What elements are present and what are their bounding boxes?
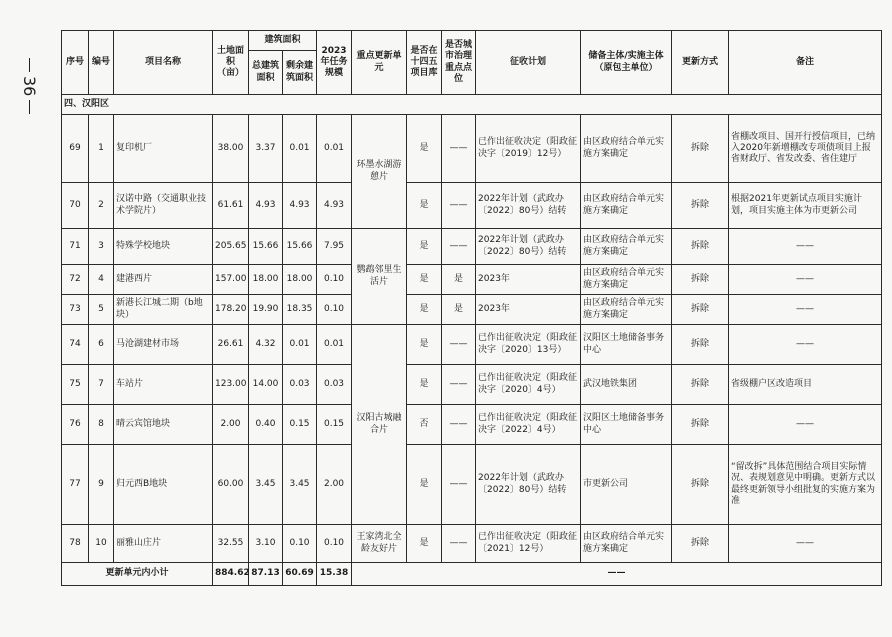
cell-note: 省棚改项目、国开行授信项目，已纳入2020年新增棚改专项债项目上报省财政厅、省发改委、省住建厅: [729, 115, 882, 183]
cell-unit: 王家湾北全龄友好片: [352, 525, 407, 563]
cell-fyp: 是: [407, 445, 442, 525]
cell-gov: ——: [442, 325, 476, 365]
cell-total: 4.93: [249, 183, 283, 229]
cell-owner: 由区政府结合单元实施方案确定: [581, 229, 672, 265]
cell-remaining: 15.66: [283, 229, 317, 265]
table-row: [62, 295, 882, 325]
header-governance: 是否城市治理重点点位: [442, 31, 476, 95]
cell-gov: ——: [442, 445, 476, 525]
header-building-group: 建筑面积: [249, 31, 317, 51]
cell-task: 0.01: [317, 115, 352, 183]
cell-land: 157.00: [213, 265, 249, 295]
cell-no: 8: [89, 405, 114, 445]
cell-note: 省级棚户区改造项目: [729, 365, 882, 405]
table-row: [62, 229, 882, 265]
header-fyp: 是否在十四五项目库: [407, 31, 442, 95]
cell-seq: 74: [62, 325, 89, 365]
cell-land: 60.00: [213, 445, 249, 525]
cell-remaining: 18.00: [283, 265, 317, 295]
cell-remaining: 0.10: [283, 525, 317, 563]
cell-name: 马沧湖建材市场: [114, 325, 213, 365]
cell-gov: ——: [442, 229, 476, 265]
section-label: 四、汉阳区: [62, 95, 882, 115]
cell-no: 9: [89, 445, 114, 525]
cell-method: 拆除: [672, 325, 729, 365]
cell-name: 建港西片: [114, 265, 213, 295]
cell-task: 0.01: [317, 325, 352, 365]
table-row: [62, 365, 882, 405]
cell-note: ——: [729, 405, 882, 445]
cell-fyp: 是: [407, 525, 442, 563]
cell-fyp: 是: [407, 295, 442, 325]
cell-seq: 72: [62, 265, 89, 295]
cell-seq: 70: [62, 183, 89, 229]
cell-task: 0.15: [317, 405, 352, 445]
cell-owner: 由区政府结合单元实施方案确定: [581, 525, 672, 563]
cell-gov: ——: [442, 183, 476, 229]
cell-fyp: 是: [407, 365, 442, 405]
cell-fyp: 是: [407, 325, 442, 365]
cell-no: 3: [89, 229, 114, 265]
cell-land: 178.20: [213, 295, 249, 325]
subtotal-total: 87.13: [249, 563, 283, 586]
cell-seq: 69: [62, 115, 89, 183]
header-note: 备注: [729, 31, 882, 95]
cell-name: 新港长江城二期（b地块）: [114, 295, 213, 325]
subtotal-task: 15.38: [317, 563, 352, 586]
cell-owner: 由区政府结合单元实施方案确定: [581, 295, 672, 325]
cell-fyp: 是: [407, 229, 442, 265]
cell-fyp: 是: [407, 265, 442, 295]
cell-unit: 环墨水湖游憩片: [352, 115, 407, 229]
cell-remaining: 3.45: [283, 445, 317, 525]
cell-remaining: 4.93: [283, 183, 317, 229]
cell-name: 丽雅山庄片: [114, 525, 213, 563]
cell-gov: 是: [442, 295, 476, 325]
cell-seq: 77: [62, 445, 89, 525]
cell-plan: 2022年计划（武政办〔2022〕80号）结转: [476, 445, 581, 525]
table-row: [62, 183, 882, 229]
cell-land: 205.65: [213, 229, 249, 265]
cell-method: 拆除: [672, 405, 729, 445]
cell-fyp: 否: [407, 405, 442, 445]
cell-no: 2: [89, 183, 114, 229]
header-task: 2023年任务规模: [317, 31, 352, 95]
subtotal-land: 884.62: [213, 563, 249, 586]
cell-owner: 由区政府结合单元实施方案确定: [581, 115, 672, 183]
cell-remaining: 0.01: [283, 115, 317, 183]
cell-name: 车站片: [114, 365, 213, 405]
cell-gov: ——: [442, 115, 476, 183]
table-row: [62, 445, 882, 525]
cell-owner: 武汉地铁集团: [581, 365, 672, 405]
cell-method: 拆除: [672, 365, 729, 405]
cell-owner: 汉阳区土地储备事务中心: [581, 325, 672, 365]
cell-land: 32.55: [213, 525, 249, 563]
cell-remaining: 0.01: [283, 325, 317, 365]
cell-seq: 73: [62, 295, 89, 325]
cell-total: 18.00: [249, 265, 283, 295]
header-remaining: 剩余建筑面积: [283, 51, 317, 95]
subtotal-row: [62, 563, 882, 586]
cell-total: 0.40: [249, 405, 283, 445]
cell-note: ——: [729, 265, 882, 295]
header-no: 编号: [89, 31, 114, 95]
table-row: [62, 115, 882, 183]
cell-name: 归元西B地块: [114, 445, 213, 525]
cell-owner: 由区政府结合单元实施方案确定: [581, 183, 672, 229]
subtotal-remaining: 60.69: [283, 563, 317, 586]
table-row: [62, 325, 882, 365]
page-number-dash-bottom: [29, 100, 30, 114]
cell-total: 3.45: [249, 445, 283, 525]
cell-remaining: 0.15: [283, 405, 317, 445]
cell-no: 4: [89, 265, 114, 295]
page-number-dash-top: [29, 58, 30, 72]
cell-land: 2.00: [213, 405, 249, 445]
cell-task: 0.10: [317, 295, 352, 325]
cell-note: ——: [729, 295, 882, 325]
cell-plan: 2022年计划（武政办〔2022〕80号）结转: [476, 229, 581, 265]
page-number-text: 36: [20, 76, 39, 97]
cell-total: 4.32: [249, 325, 283, 365]
cell-plan: 2023年: [476, 265, 581, 295]
cell-unit: 汉阳古城融合片: [352, 325, 407, 525]
cell-task: 0.10: [317, 525, 352, 563]
cell-plan: 2022年计划（武政办〔2022〕80号）结转: [476, 183, 581, 229]
cell-no: 10: [89, 525, 114, 563]
header-plan: 征收计划: [476, 31, 581, 95]
cell-method: 拆除: [672, 295, 729, 325]
cell-plan: 已作出征收决定（阳政征决字〔2019〕12号）: [476, 115, 581, 183]
cell-name: 汉诺中路（交通职业技术学院片）: [114, 183, 213, 229]
cell-plan: 已作出征收决定（阳政征决字〔2020〕4号）: [476, 365, 581, 405]
cell-remaining: 0.03: [283, 365, 317, 405]
cell-gov: ——: [442, 405, 476, 445]
cell-gov: 是: [442, 265, 476, 295]
cell-fyp: 是: [407, 115, 442, 183]
cell-no: 7: [89, 365, 114, 405]
cell-task: 0.10: [317, 265, 352, 295]
cell-owner: 汉阳区土地储备事务中心: [581, 405, 672, 445]
cell-task: 7.95: [317, 229, 352, 265]
cell-total: 14.00: [249, 365, 283, 405]
page-number: [14, 58, 44, 158]
cell-total: 15.66: [249, 229, 283, 265]
cell-total: 3.37: [249, 115, 283, 183]
header-total-build: 总建筑面积: [249, 51, 283, 95]
cell-note: “留改拆”具体范围结合项目实际情况、表规划意见中明确。更新方式以最终更新领导小组批复的实施方案为准: [729, 445, 882, 525]
header-seq: 序号: [62, 31, 89, 95]
cell-method: 拆除: [672, 115, 729, 183]
cell-plan: 2023年: [476, 295, 581, 325]
cell-land: 26.61: [213, 325, 249, 365]
cell-name: 特殊学校地块: [114, 229, 213, 265]
cell-remaining: 18.35: [283, 295, 317, 325]
cell-no: 6: [89, 325, 114, 365]
cell-task: 0.03: [317, 365, 352, 405]
cell-owner: 市更新公司: [581, 445, 672, 525]
cell-gov: ——: [442, 365, 476, 405]
cell-note: ——: [729, 525, 882, 563]
table-row: [62, 265, 882, 295]
cell-plan: 已作出征收决定（阳政征决字〔2022〕4号）: [476, 405, 581, 445]
cell-gov: ——: [442, 525, 476, 563]
cell-no: 1: [89, 115, 114, 183]
cell-total: 19.90: [249, 295, 283, 325]
cell-method: 拆除: [672, 265, 729, 295]
table-row: [62, 525, 882, 563]
cell-land: 38.00: [213, 115, 249, 183]
cell-note: ——: [729, 325, 882, 365]
header-name: 项目名称: [114, 31, 213, 95]
cell-method: 拆除: [672, 229, 729, 265]
header-owner: 储备主体/实施主体（原包主单位）: [581, 31, 672, 95]
cell-task: 4.93: [317, 183, 352, 229]
cell-method: 拆除: [672, 525, 729, 563]
subtotal-dash: ——: [352, 563, 882, 586]
subtotal-label: 更新单元内小计: [62, 563, 213, 586]
cell-note: 根据2021年更新试点项目实施计划，项目实施主体为市更新公司: [729, 183, 882, 229]
header-land: 土地面积（亩）: [213, 31, 249, 95]
cell-land: 123.00: [213, 365, 249, 405]
cell-no: 5: [89, 295, 114, 325]
cell-seq: 75: [62, 365, 89, 405]
header-unit: 重点更新单元: [352, 31, 407, 95]
cell-unit: 鹦鹉邻里生活片: [352, 229, 407, 325]
table-row: [62, 405, 882, 445]
cell-name: 复印机厂: [114, 115, 213, 183]
project-table: [61, 30, 882, 586]
cell-seq: 78: [62, 525, 89, 563]
cell-seq: 71: [62, 229, 89, 265]
cell-method: 拆除: [672, 445, 729, 525]
cell-task: 2.00: [317, 445, 352, 525]
cell-plan: 已作出征收决定（阳政征〔2021〕12号）: [476, 525, 581, 563]
cell-total: 3.10: [249, 525, 283, 563]
cell-fyp: 是: [407, 183, 442, 229]
cell-plan: 已作出征收决定（阳政征决字〔2020〕13号）: [476, 325, 581, 365]
header-method: 更新方式: [672, 31, 729, 95]
cell-name: 晴云宾馆地块: [114, 405, 213, 445]
cell-note: ——: [729, 229, 882, 265]
cell-seq: 76: [62, 405, 89, 445]
cell-owner: 由区政府结合单元实施方案确定: [581, 265, 672, 295]
cell-land: 61.61: [213, 183, 249, 229]
cell-method: 拆除: [672, 183, 729, 229]
